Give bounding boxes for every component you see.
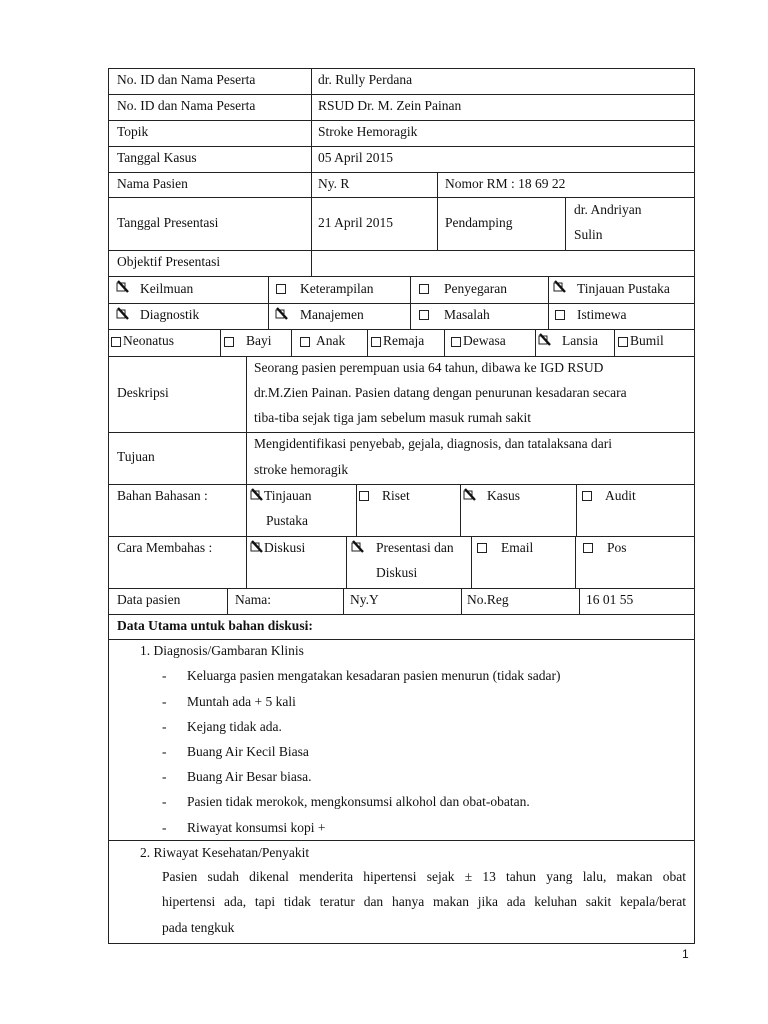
vline [343, 588, 344, 614]
checked-box-icon [538, 333, 552, 347]
opt-bumil: Bumil [630, 333, 664, 348]
opt-dewasa: Dewasa [463, 333, 506, 348]
list-item: Pasien tidak merokok, mengkonsumsi alkohol dan obat-obatan. [187, 794, 530, 809]
data-utama-title: Data Utama untuk bahan diskusi: [117, 618, 313, 633]
bahan-opt-tinjauan-2: Pustaka [266, 513, 308, 528]
hline [108, 356, 695, 357]
data-pasien-noreg-label: No.Reg [467, 592, 509, 607]
opt-penyegaran: Penyegaran [444, 281, 507, 296]
data-pasien-nama-label: Nama: [235, 592, 271, 607]
checked-box-icon [116, 307, 130, 321]
vline [444, 329, 445, 356]
row-value-tanggal-kasus: 05 April 2015 [318, 150, 394, 165]
vline [565, 197, 566, 250]
section-2-title: 2. Riwayat Kesehatan/Penyakit [140, 845, 310, 860]
bullet: - [162, 744, 167, 759]
vline [367, 329, 368, 356]
checkbox-icon [419, 284, 429, 294]
vline [246, 356, 247, 484]
checkbox-icon [224, 337, 234, 347]
checked-box-icon [553, 280, 567, 294]
checkbox-icon [451, 337, 461, 347]
checkbox-icon [371, 337, 381, 347]
bahan-label: Bahan Bahasan : [117, 488, 208, 503]
pendamping-value-2: Sulin [574, 227, 603, 242]
checkbox-icon [618, 337, 628, 347]
vline [575, 536, 576, 588]
opt-neonatus: Neonatus [123, 333, 174, 348]
hline [108, 68, 695, 69]
checked-box-icon [351, 540, 365, 554]
checked-box-icon [250, 540, 264, 554]
section-2-line-3: pada tengkuk [162, 920, 235, 935]
pendamping-label: Pendamping [445, 215, 513, 230]
objektif-label: Objektif Presentasi [117, 254, 221, 269]
opt-manajemen: Manajemen [300, 307, 364, 322]
checked-box-icon [463, 488, 477, 502]
row-label-tanggal-kasus: Tanggal Kasus [117, 150, 197, 165]
opt-diagnostik: Diagnostik [140, 307, 200, 322]
vline [291, 329, 292, 356]
vline [220, 329, 221, 356]
hline [108, 120, 695, 121]
page-number: 1 [682, 947, 689, 961]
vline [268, 276, 269, 329]
bullet: - [162, 820, 167, 835]
deskripsi-line-2: dr.M.Zien Painan. Pasien datang dengan penurunan kesadaran secara [254, 385, 627, 400]
deskripsi-line-1: Seorang pasien perempuan usia 64 tahun, dibawa ke IGD RSUD [254, 360, 604, 375]
table-border-left [108, 68, 109, 944]
checked-box-icon [275, 307, 289, 321]
bullet: - [162, 769, 167, 784]
checkbox-icon [300, 337, 310, 347]
vline [227, 588, 228, 614]
table-border-right [694, 68, 695, 944]
hline [108, 172, 695, 173]
checkbox-icon [477, 543, 487, 553]
cara-opt-pos: Pos [607, 540, 627, 555]
opt-istimewa: Istimewa [577, 307, 627, 322]
hline [108, 197, 695, 198]
checked-box-icon [250, 488, 264, 502]
opt-keterampilan: Keterampilan [300, 281, 374, 296]
vline [579, 588, 580, 614]
bullet: - [162, 694, 167, 709]
deskripsi-label: Deskripsi [117, 385, 169, 400]
section-2-line-1: Pasien sudah dikenal menderita hipertensi sejak ± 13 tahun yang lalu, makan obat [162, 869, 686, 884]
hline [108, 614, 695, 615]
opt-lansia: Lansia [562, 333, 598, 348]
vline [246, 484, 247, 588]
section-2-line-2: hipertensi ada, tapi tidak teratur dan hanya makan jika ada keluhan sakit kepala/berat [162, 894, 686, 909]
row-label-peserta-1: No. ID dan Nama Peserta [117, 72, 256, 87]
row-value-topik: Stroke Hemoragik [318, 124, 418, 139]
bullet: - [162, 794, 167, 809]
vline [410, 276, 411, 329]
list-item: Keluarga pasien mengatakan kesadaran pasien menurun (tidak sadar) [187, 668, 561, 683]
opt-tinjauan-pustaka: Tinjauan Pustaka [577, 281, 670, 296]
vline [471, 536, 472, 588]
opt-anak: Anak [316, 333, 346, 348]
tujuan-line-2: stroke hemoragik [254, 462, 349, 477]
row-value-peserta-1: dr. Rully Perdana [318, 72, 413, 87]
opt-bayi: Bayi [246, 333, 272, 348]
vline [461, 588, 462, 614]
checkbox-icon [276, 284, 286, 294]
opt-remaja: Remaja [383, 333, 425, 348]
vline [437, 172, 438, 250]
list-item: Muntah ada + 5 kali [187, 694, 296, 709]
deskripsi-line-3: tiba-tiba sejak tiga jam sebelum masuk rumah sakit [254, 410, 532, 425]
vline [460, 484, 461, 536]
checkbox-icon [582, 491, 592, 501]
tanggal-presentasi-value: 21 April 2015 [318, 215, 394, 230]
hline [108, 146, 695, 147]
tujuan-label: Tujuan [117, 449, 155, 464]
vline [311, 68, 312, 250]
row-label-topik: Topik [117, 124, 149, 139]
bahan-opt-kasus: Kasus [487, 488, 520, 503]
tujuan-line-1: Mengidentifikasi penyebab, gejala, diagnosis, dan tatalaksana dari [254, 436, 613, 451]
vline [576, 484, 577, 536]
hline [108, 840, 695, 841]
cara-opt-presentasi-2: Diskusi [376, 565, 418, 580]
hline [108, 432, 695, 433]
data-pasien-nama-value: Ny.Y [350, 592, 379, 607]
list-item: Kejang tidak ada. [187, 719, 282, 734]
bahan-opt-riset: Riset [382, 488, 410, 503]
hline [108, 250, 695, 251]
nama-pasien-label: Nama Pasien [117, 176, 188, 191]
list-item: Buang Air Kecil Biasa [187, 744, 309, 759]
hline [108, 94, 695, 95]
row-label-peserta-2: No. ID dan Nama Peserta [117, 98, 256, 113]
bullet: - [162, 719, 167, 734]
tanggal-presentasi-label: Tanggal Presentasi [117, 215, 219, 230]
checkbox-icon [555, 310, 565, 320]
hline [108, 276, 695, 277]
cara-opt-diskusi: Diskusi [264, 540, 306, 555]
checkbox-icon [419, 310, 429, 320]
vline [311, 250, 312, 276]
cara-label: Cara Membahas : [117, 540, 213, 555]
section-1-title: 1. Diagnosis/Gambaran Klinis [140, 643, 304, 658]
opt-masalah: Masalah [444, 307, 490, 322]
hline [108, 484, 695, 485]
data-pasien-noreg-value: 16 01 55 [586, 592, 634, 607]
vline [614, 329, 615, 356]
checked-box-icon [116, 280, 130, 294]
nomor-rm: Nomor RM : 18 69 22 [445, 176, 566, 191]
list-item: Buang Air Besar biasa. [187, 769, 312, 784]
cara-opt-email: Email [501, 540, 534, 555]
bullet: - [162, 668, 167, 683]
checkbox-icon [359, 491, 369, 501]
list-item: Riwayat konsumsi kopi + [187, 820, 326, 835]
pendamping-value-1: dr. Andriyan [574, 202, 642, 217]
nama-pasien-value: Ny. R [318, 176, 350, 191]
vline [535, 329, 536, 356]
hline [108, 943, 695, 944]
hline [108, 588, 695, 589]
vline [548, 276, 549, 329]
bahan-opt-audit: Audit [605, 488, 636, 503]
cara-opt-presentasi-1: Presentasi dan [376, 540, 454, 555]
vline [346, 536, 347, 588]
checkbox-icon [583, 543, 593, 553]
hline [108, 303, 695, 304]
hline [108, 639, 695, 640]
opt-keilmuan: Keilmuan [140, 281, 194, 296]
vline [356, 484, 357, 536]
hline [108, 536, 695, 537]
checkbox-icon [111, 337, 121, 347]
hline [108, 329, 695, 330]
bahan-opt-tinjauan-1: Tinjauan [264, 488, 312, 503]
data-pasien-label: Data pasien [117, 592, 181, 607]
row-value-peserta-2: RSUD Dr. M. Zein Painan [318, 98, 462, 113]
